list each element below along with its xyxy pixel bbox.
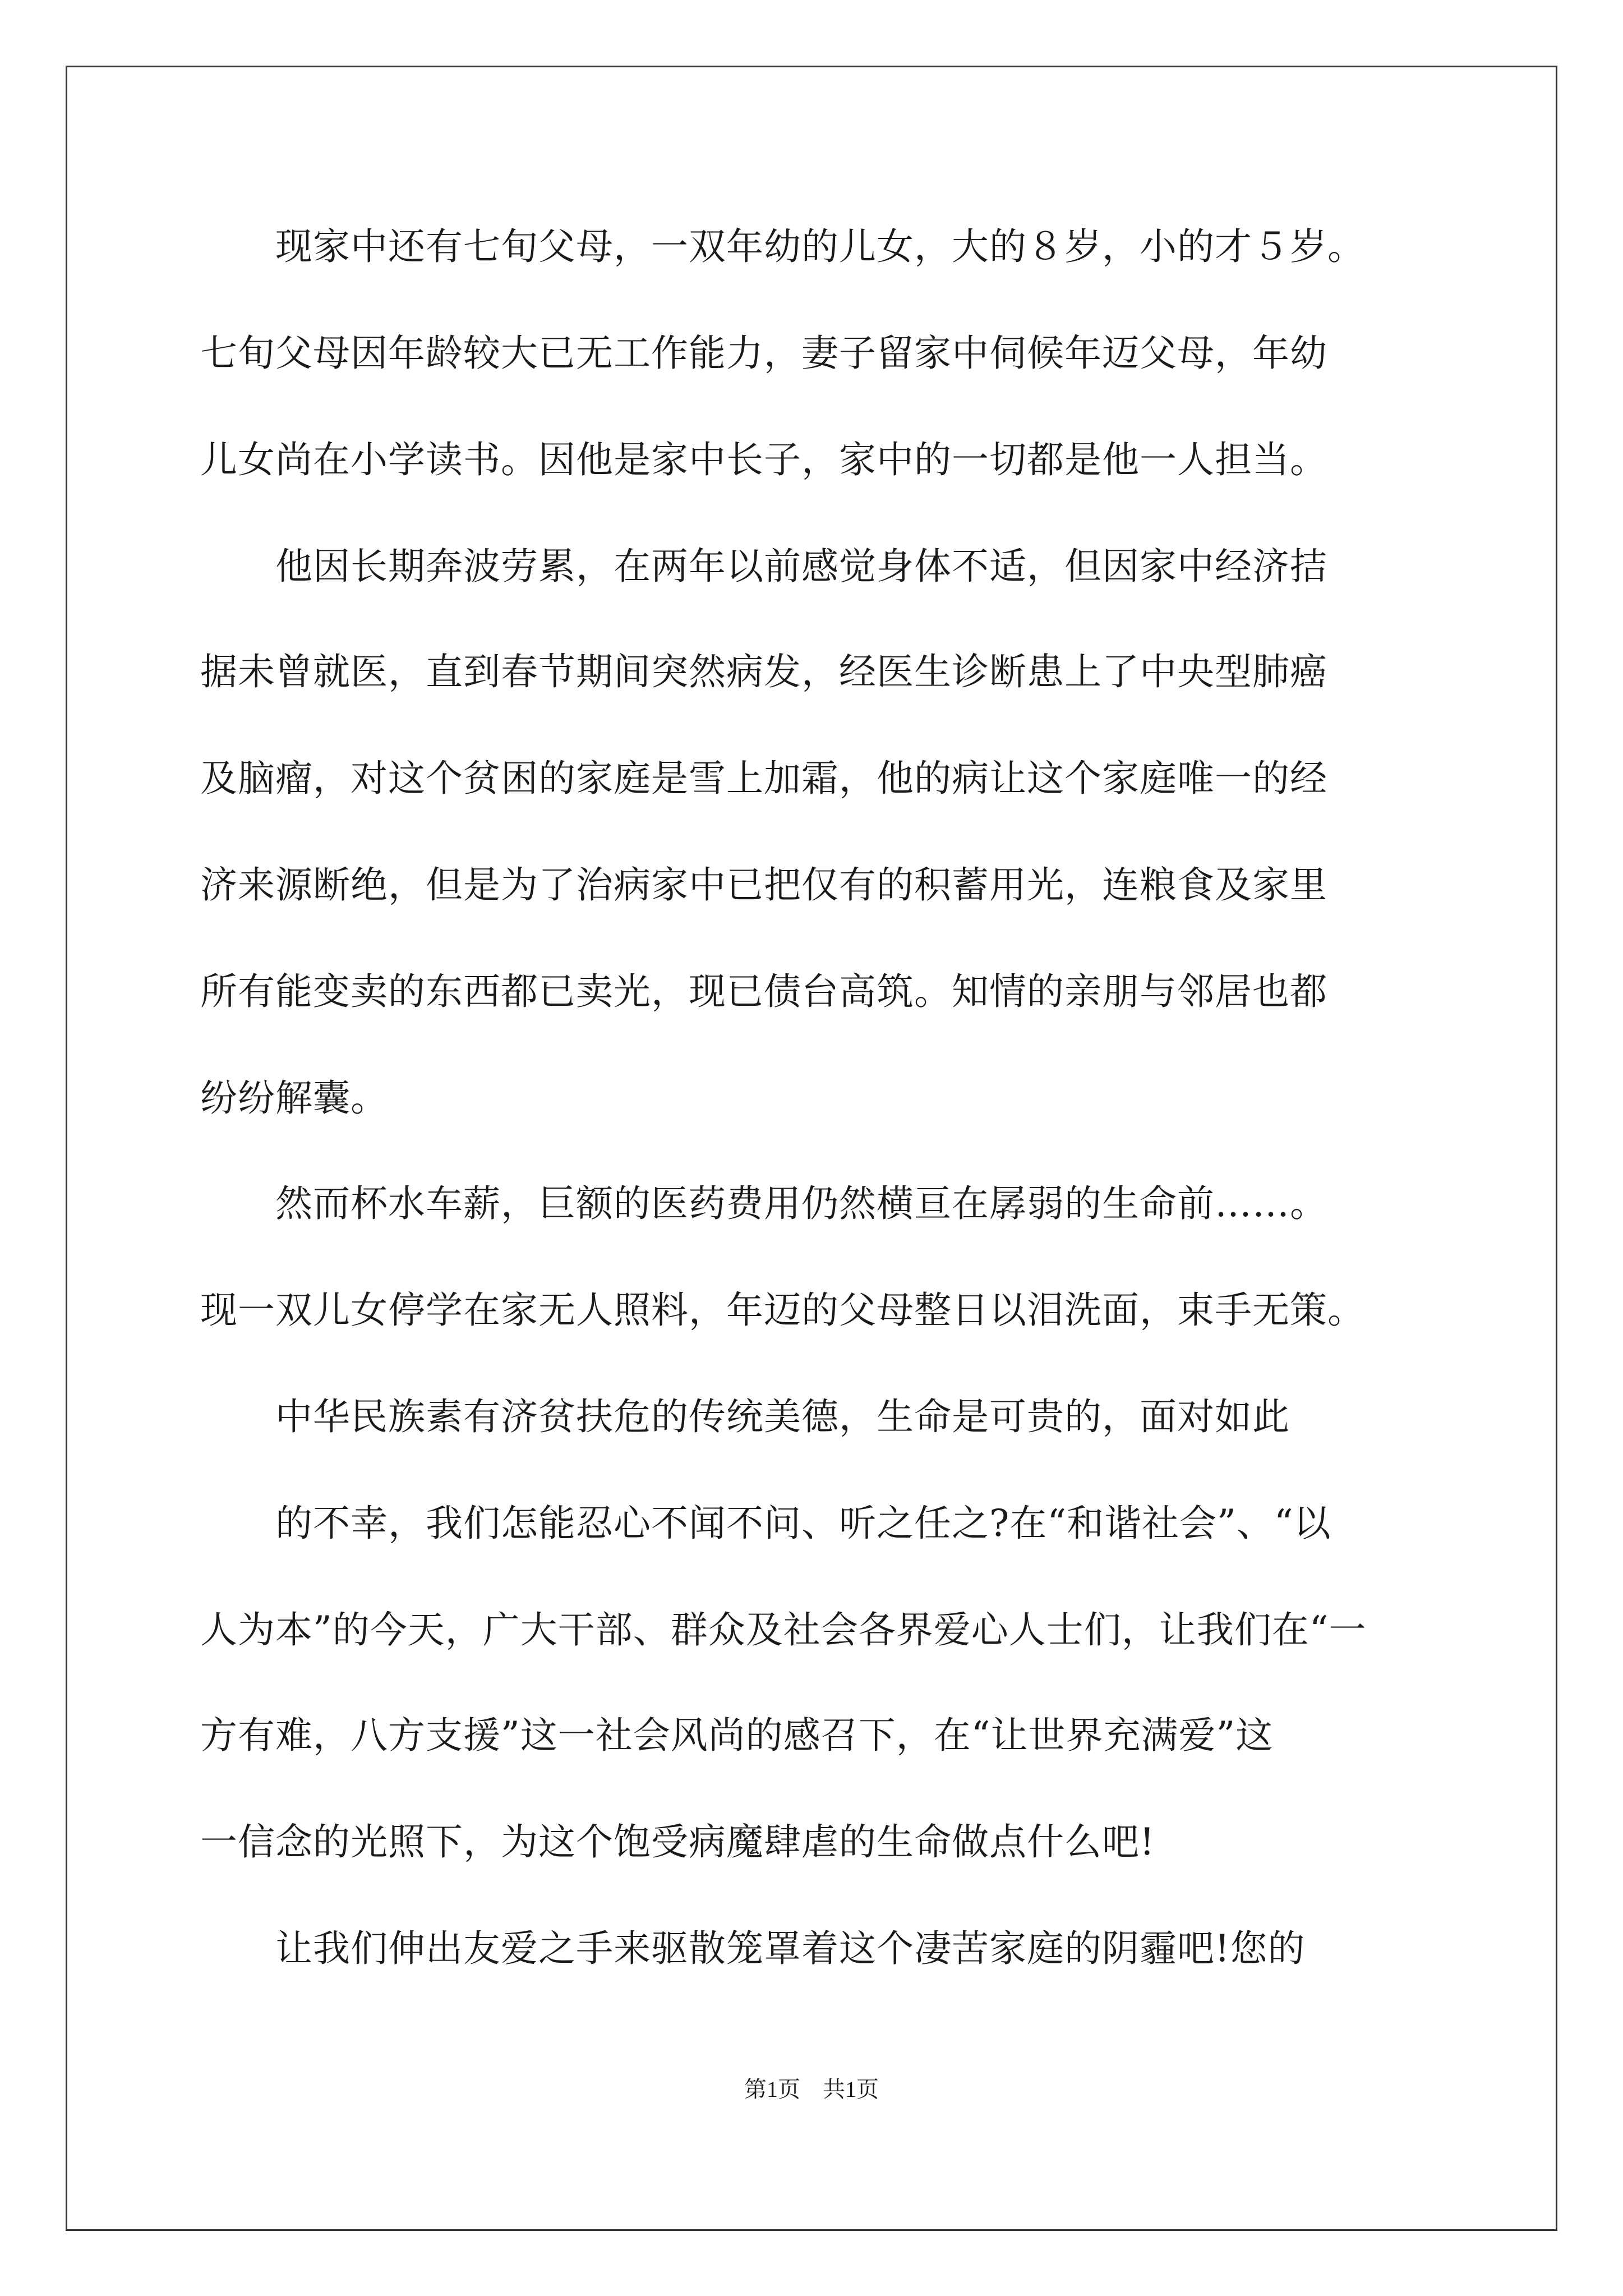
text-line: 中华民族素有济贫扶危的传统美德，生命是可贵的，面对如此 [200,1395,1290,1438]
text-line: 让我们伸出友爱之手来驱散笼罩着这个凄苦家庭的阴霾吧!您的 [200,1927,1306,1970]
text-line: 据未曾就医，直到春节期间突然病发，经医生诊断患上了中央型肺癌 [200,650,1327,693]
text-line: 现一双儿女停学在家无人照料，年迈的父母整日以泪洗面，束手无策。 [200,1289,1365,1332]
text-line: 儿女尚在小学读书。因他是家中长子，家中的一切都是他一人担当。 [200,438,1327,481]
text-line: 济来源断绝，但是为了治病家中已把仅有的积蓄用光，连粮食及家里 [200,863,1327,907]
text-line: 他因长期奔波劳累，在两年以前感觉身体不适，但因家中经济拮 [200,545,1327,588]
text-line: 人为本”的今天，广大干部、群众及社会各界爱心人士们，让我们在“一 [200,1608,1367,1651]
page-border [66,66,1557,2231]
text-line: 及脑瘤，对这个贫困的家庭是雪上加霜，他的病让这个家庭唯一的经 [200,757,1327,800]
text-line: 然而杯水车薪，巨额的医药费用仍然横亘在孱弱的生命前……。 [200,1182,1327,1225]
text-line: 纷纷解囊。 [200,1076,388,1120]
text-line: 方有难，八方支援”这一社会风尚的感召下，在“让世界充满爱”这 [200,1714,1274,1757]
text-line: 一信念的光照下，为这个饱受病魔肆虐的生命做点什么吧! [200,1820,1155,1864]
text-line: 七旬父母因年龄较大已无工作能力，妻子留家中伺候年迈父母，年幼 [200,332,1327,375]
text-line: 的不幸，我们怎能忍心不闻不问、听之任之?在“和谐社会”、“以 [200,1502,1331,1545]
text-line: 现家中还有七旬父母，一双年幼的儿女，大的８岁，小的才５岁。 [200,225,1365,268]
text-line: 所有能变卖的东西都已卖光，现已债台高筑。知情的亲朋与邻居也都 [200,970,1327,1013]
page-number-footer: 第1页 共1页 [744,2077,879,2102]
